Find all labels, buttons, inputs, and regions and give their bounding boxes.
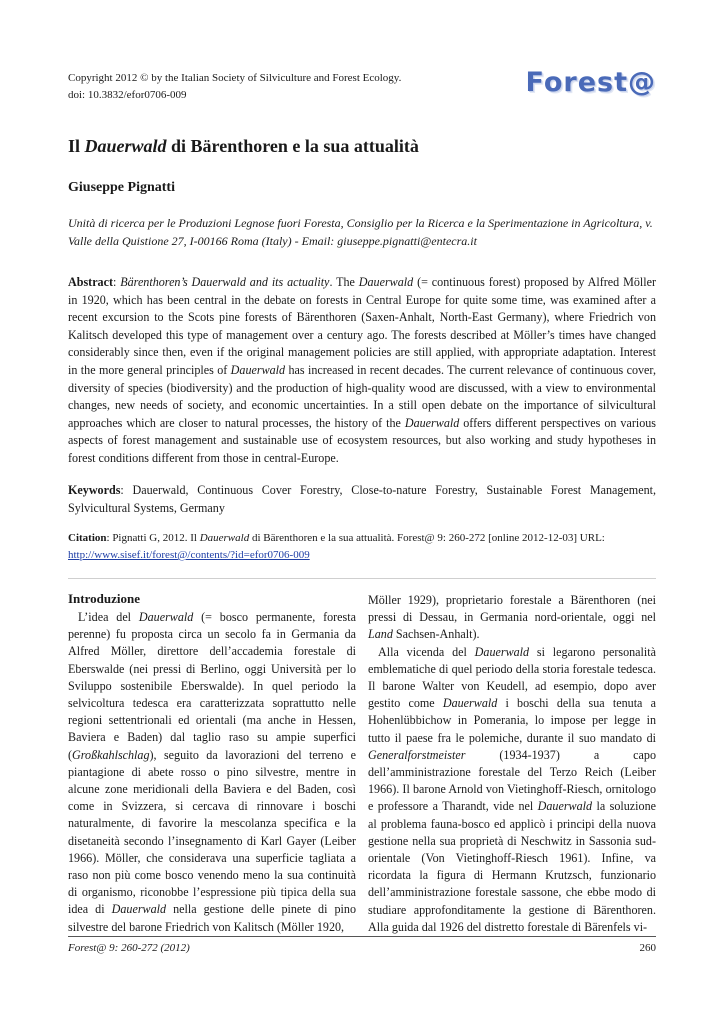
- citation-term: Dauerwald: [199, 532, 250, 544]
- abstract-separator: :: [113, 275, 121, 289]
- footer-divider: [68, 936, 656, 937]
- body-text: Alla vicenda del: [378, 644, 475, 659]
- body-term: Dauerwald: [474, 644, 530, 659]
- copyright-block: [68, 70, 468, 104]
- title-part: di Bärenthoren e la sua attualità: [166, 136, 419, 156]
- abstract-text: has increased in recent decades. The current relevance of continuous cover, diversity of species (biodiversity) and the production of high-quality wood are discussed, with a view to environmental changes, new needs of society, and economic uncertainties. In a still open debate on the importance of silvicultural approaches which are closer to natural processes, the history of the: [68, 362, 656, 430]
- body-text: (= bosco permanente, foresta perenne) fu proposta circa un secolo fa in Germania da Alfred Möller, direttore dell’accademia forestale di Eberswalde (nei pressi di Berlino, oggi Università per lo Sviluppo sostenibile Eberswalde). In quel periodo la selvicoltura tedesca era caratterizzata soprattutto nelle regioni settentrionali ed orientali (ma anche in Hessen, Baviera e Baden) dal taglio raso su ampie superfici (: [68, 610, 356, 762]
- abstract-label: Abstract: [68, 275, 114, 289]
- body-term: Dauerwald: [111, 902, 167, 917]
- body-text: la soluzione al problema fauna-bosco ed applicò i principi della nuova gestione nella sua proprietà di Neschwitz in Sassonia sud-orientale (Von Vietinghoff-Riesch 1961). Infine, va ricordata la figura di Hermann Krutzsch, funzionario dell’amministrazione forestale sassone, che ebbe modo di studiare approfonditamente la gestione di Bärenthoren. Alla guida dal 1926 del distretto forestale di Bärenfels vi-: [368, 799, 656, 934]
- citation-url-link[interactable]: http://www.sisef.it/forest@/contents/?id=efor0706-009: [68, 549, 310, 561]
- doi-line: doi: 10.3832/efor0706-009: [68, 89, 187, 101]
- article-title: [68, 133, 658, 159]
- page-number: 260: [639, 942, 656, 954]
- body-text: i boschi della sua tenuta a Hohenlübbichow in Pomerania, lo impose per legge in tutto il paese fra le polemiche, durante il suo mandato di: [368, 696, 656, 745]
- keywords-label: Keywords: [68, 483, 121, 497]
- title-italic-term: Dauerwald: [84, 136, 167, 156]
- abstract-text: . The: [329, 275, 359, 289]
- body-column-right: [368, 592, 656, 936]
- title-part: Il: [68, 136, 85, 156]
- body-term: Dauerwald: [537, 799, 593, 814]
- citation-text: di Bärenthoren e la sua attualità. Forest@ 9: 260-272 [online 2012-12-03] URL:: [249, 532, 605, 544]
- copyright-line: Copyright 2012 © by the Italian Society of Silviculture and Forest Ecology.: [68, 72, 402, 84]
- body-text: Möller 1929), proprietario forestale a Bärenthoren (nei pressi di Dessau, in Germania nord-orientale, oggi nel: [368, 593, 656, 625]
- abstract-text: (= continuous forest) proposed by Alfred Möller in 1920, which has been central in the debate on forests in Central Europe for quite some time, was examined after a recent excursion to the Scots pine forests of Bärenthoren (Saxen-Anhalt, North-East Germany), where Friedrich von Kalitsch developed this type of management over a century ago. The forests described at Möller’s times have changed considerably since then, even if the original management policies are still applied, with appropriate adaptation. Interest in the more general principles of: [68, 275, 656, 377]
- keywords-text: Dauerwald, Continuous Cover Forestry, Close-to-nature Forestry, Sustainable Forest Management, Sylvicultural Systems, Germany: [68, 483, 656, 515]
- body-paragraph: [68, 609, 356, 936]
- keywords-separator: :: [120, 483, 133, 497]
- body-column-left: [68, 590, 356, 936]
- author-name: Giuseppe Pignatti: [68, 180, 175, 195]
- citation: [68, 530, 656, 564]
- body-term: Land: [368, 627, 393, 642]
- section-heading-introduzione: Introduzione: [68, 591, 140, 606]
- citation-separator: :: [106, 532, 113, 544]
- body-text: (1934-1937) a capo dell’amministrazione forestale del Terzo Reich (Leiber 1966). Il barone Arnold von Vietinghoff-Riesch, ornitologo e professore a Tharandt, vide nel: [368, 747, 656, 814]
- abstract: [68, 274, 656, 468]
- body-term: Dauerwald: [442, 696, 498, 711]
- body-text: nella gestione delle pinete di pino silvestre del barone Friedrich von Kalitsch (Möller 1920,: [68, 902, 356, 934]
- citation-label: Citation: [68, 532, 107, 544]
- body-term: Großkahlschlag: [72, 747, 150, 762]
- keywords: [68, 482, 656, 517]
- forest-journal-logo: Forest@: [525, 67, 656, 98]
- body-text: L’idea del: [78, 610, 139, 624]
- author-affiliation: Unità di ricerca per le Produzioni Legnose fuori Foresta, Consiglio per la Ricerca e la Sperimentazione in Agricoltura, v. Valle della Quistione 27, I-00166 Roma (Italy) - Email: giuseppe.pignatti@entecra.it: [68, 216, 653, 248]
- section-divider: [68, 578, 656, 579]
- abstract-term: Dauerwald: [358, 275, 414, 289]
- body-paragraph: [368, 644, 656, 936]
- body-paragraph: [368, 592, 656, 644]
- abstract-term: Dauerwald: [404, 415, 460, 430]
- abstract-english-title: Bärenthoren’s Dauerwald and its actuality: [120, 275, 330, 289]
- body-text: Sachsen-Anhalt).: [392, 627, 480, 642]
- abstract-term: Dauerwald: [230, 362, 286, 377]
- footer-journal-ref: Forest@ 9: 260-272 (2012): [68, 942, 190, 954]
- body-term: Dauerwald: [138, 610, 194, 624]
- citation-text: Pignatti G, 2012. Il: [112, 532, 200, 544]
- body-text: si legarono personalità emblematiche di quel periodo della storia forestale tedesca. Il barone Walter von Keudell, ad esempio, dopo aver gestito come: [368, 644, 656, 711]
- body-text: ), seguito da lavorazioni del terreno e piantagione di abete rosso o pino silvestre, mentre in alcune zone meridionali della Baviera e del Baden, così come in Svizzera, si cercava di rinnovare i boschi naturalmente, di favorire la mescolanza specifica e la disetaneità secondo l’insegnamento di Karl Gayer (Leiber 1966). Möller, che considerava una superficie tagliata a raso non più come bosco venendo meno la sua continuità di organismo, riconobbe l’espressione più tipica della sua idea di: [68, 747, 356, 917]
- abstract-text: offers different perspectives on various aspects of forest management and sustainable use of ecosystem resources, but also working and study hypotheses in forest conditions different from those in central-Europe.: [68, 415, 657, 465]
- body-term: Generalforstmeister: [368, 747, 466, 762]
